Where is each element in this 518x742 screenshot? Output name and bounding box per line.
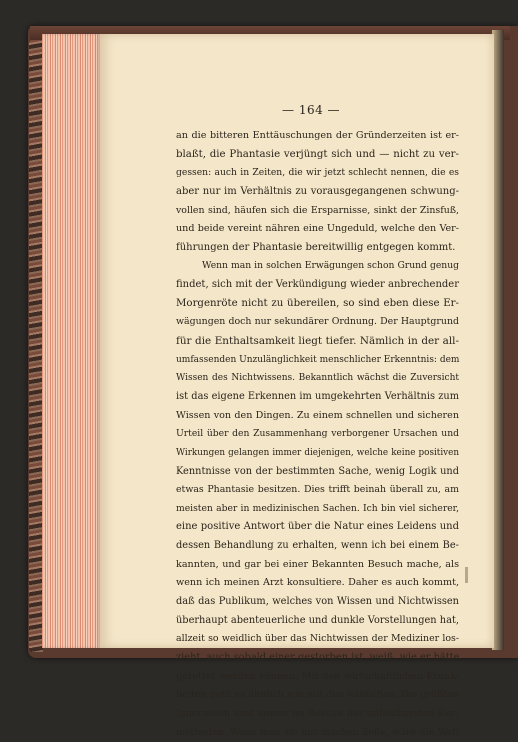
text-line: findet, sich mit der Verkündigung wieder anbrechender: [176, 276, 459, 295]
page-number: — 164 —: [282, 103, 340, 117]
text-line: überhaupt abenteuerliche und dunkle Vorstellungen hat,: [176, 612, 459, 631]
text-line: allzeit so weidlich über das Nichtwissen der Mediziner los-: [176, 630, 459, 649]
text-line: kannten, und gar bei einer Bekannten Besuch mache, als: [176, 556, 459, 575]
text-line: wägungen doch nur sekundärer Ordnung. Der Hauptgrund: [176, 313, 459, 332]
text-line: und beide vereint nähren eine Ungeduld, welche den Ver-: [176, 220, 459, 239]
text-line: etwas Phantasie besitzen. Dies trifft beinah überall zu, am: [176, 481, 459, 500]
marbled-edge: [29, 40, 43, 652]
text-line: gessen: auch in Zeiten, die wir jetzt schlecht nennen, die es: [176, 164, 459, 183]
page-edges: [42, 34, 100, 648]
text-line: vollen sind, häufen sich die Ersparnisse, sinkt der Zinsfuß,: [176, 202, 459, 221]
text-line: heiten geht es ähnlich wie mit den leiblichen. Die größten: [176, 686, 459, 705]
text-line: meisten aber in medizinischen Sachen. Ich bin viel sicherer,: [176, 500, 459, 519]
text-line: Morgenröte nicht zu übereilen, so sind eben diese Er-: [176, 295, 459, 314]
body-text: [176, 127, 459, 742]
text-line: daß das Publikum, welches von Wissen und Nichtwissen: [176, 593, 459, 612]
text-line: Wissen des Nichtwissens. Bekanntlich wächst die Zuversicht: [176, 369, 459, 388]
text-line: Wirkungen gelangen immer diejenigen, welche keine positiven: [176, 444, 459, 463]
text-line: wenn ich meinen Arzt konsultiere. Daher es auch kommt,: [176, 574, 459, 593]
margin-mark: [465, 567, 468, 583]
text-line: an die bitteren Enttäuschungen der Gründerzeiten ist er-: [176, 127, 459, 146]
text-line: dessen Behandlung zu erhalten, wenn ich bei einem Be-: [176, 537, 459, 556]
text-line: gerettet werden können. Mit den wirtschaftlichen Krank-: [176, 668, 459, 687]
text-line: blaßt, die Phantasie verjüngt sich und — nicht zu ver-: [176, 146, 459, 165]
text-line: Kenntnisse von der bestimmten Sache, wenig Logik und: [176, 463, 459, 482]
text-line: führungen der Phantasie bereitwillig entgegen kommt.: [176, 239, 459, 258]
text-line: für die Enthaltsamkeit liegt tiefer. Nämlich in der all-: [176, 332, 459, 351]
text-line: eine positive Antwort über die Natur eines Leidens und: [176, 518, 459, 537]
text-line: Wenn man in solchen Erwägungen schon Grund genug: [176, 257, 459, 276]
text-line: Wissen von den Dingen. Zu einem schnellen und sicheren: [176, 407, 459, 426]
text-line: ist das eigene Erkennen im umgekehrten Verhältnis zum: [176, 388, 459, 407]
text-line: aber nur im Verhältnis zu vorausgegangenen schwung-: [176, 183, 459, 202]
text-line: methoden. Wenn man sie nur machen ließe, wäre die Welt: [176, 724, 459, 742]
text-line: umfassenden Unzulänglichkeit menschlicher Erkenntnis: dem: [176, 351, 459, 370]
text-line: Urteil über den Zusammenhang verborgener Ursachen und: [176, 425, 459, 444]
text-line: zieht, auch sobald einer gestorben ist, weiß, wie er hätte: [176, 649, 459, 668]
text-line: Ignoranten sind immer im Besitze der unfehlbarsten Kur-: [176, 705, 459, 724]
